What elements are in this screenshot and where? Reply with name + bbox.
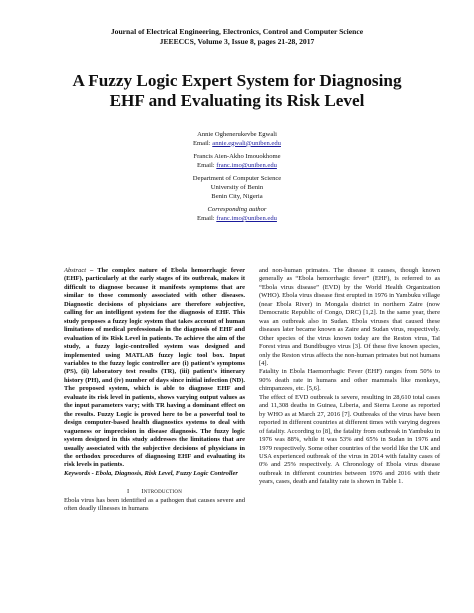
corresponding-author-label: Corresponding author	[207, 206, 267, 214]
left-column	[64, 267, 245, 514]
section-number: I	[126, 488, 130, 496]
section-title: Introduction	[141, 488, 183, 496]
email-label: Email:	[197, 214, 215, 222]
journal-issue: JEEECCS, Volume 3, Issue 8, pages 21-28, 2017	[159, 37, 315, 46]
right-column	[259, 267, 440, 487]
title-line-2: EHF and Evaluating its Risk Level	[109, 91, 365, 110]
keywords: Keywords - Ebola, Diagnosis, Risk Level, Fuzzy Logic Controller	[64, 469, 238, 477]
intro-paragraph: Ebola virus has been identified as a pathogen that causes severe and often deadly illnesses in humans	[64, 496, 245, 513]
email-label: Email:	[193, 139, 211, 147]
corresponding-email-link[interactable]: franc.imo@uniben.edu	[216, 214, 277, 222]
author-1-email-link[interactable]: annie.egwali@uniben.edu	[212, 139, 281, 147]
journal-header	[0, 27, 474, 47]
author-2-name: Francis Aien-Akho Imouokhome	[193, 153, 281, 161]
author-1-email-line	[0, 140, 474, 149]
paragraph: The effect of EVD outbreak is severe, resulting in 28,610 total cases and 11,308 deaths in Guinea, Liberia, and Sierra Leone as reported by WHO as at March 27, 2016 [7]. Outbreaks of the virus have been reported in different countries at different times with varying degrees of fatality. According to [8], the fatality from outbreak in Yambuku in 1976 was 88%, while it was 53% and 65% in Sudan in 1976 and 1979 respectively. Some other countries of the world like the UK and USA experienced outbreak of the virus in 2014 with fatality cases of 0% and 25% respectively. A Chronology of Ebola virus disease outbreak in different countries between 1976 and 2016 with their years, cases, death and fatality rate is shown in Table 1.	[259, 393, 440, 486]
department: Department of Computer Science	[192, 175, 282, 183]
author-block	[0, 131, 474, 223]
title-line-1: A Fuzzy Logic Expert System for Diagnosing	[72, 71, 402, 90]
university: University of Benin	[210, 183, 264, 191]
paper-title	[0, 71, 474, 111]
abstract-lead: Abstract	[64, 267, 87, 274]
section-heading	[64, 488, 245, 496]
author-2-email-link[interactable]: franc.imo@uniben.edu	[216, 161, 277, 169]
abstract-text: – The complex nature of Ebola hemorrhagic fever (EHF), particularly at the early stages of its outbreak, makes it difficult to diagnose because it manifests symptoms that are similar to those commonly associated with other diseases. Diagnostic decisions of physicians are therefore subjective, calling for an intelligent system for the diagnosis of EHF. This study proposes a fuzzy logic system that takes account of human limitations of medical professionals in the diagnosis of EHF and evaluation of its Risk Level in patients. To achieve the aim of the study, a fuzzy logic-controlled system was designed and implemented using MATLAB fuzzy logic tool box. Input variables to the fuzzy logic controller are (i) patient's symptoms (PS), (ii) laboratory test results (TR), (iii) patient's itinerary history (PH), and (iv) number of days since initial infection (ND). The proposed system, which is able to diagnose EHF and evaluate its risk level in patients, shows varying output values as the input parameters vary; with TR having a dominant effect on the results. Fuzzy Logic is proved here to be a powerful tool to design computer-based health diagnostics systems to deal with vagueness or imprecision in disease diagnosis. The fuzzy logic system designed in this study addresses the limitations that are usually associated with the subjective decisions of physicians in the orthodox procedures of diagnosing EHF and evaluating its risk levels in patients.	[64, 267, 245, 469]
paragraph: Fatality in Ebola Haemorrhagic Fever (EHF) ranges from 50% to 90% death rate in humans and other mammals like monkeys, chimpanzees, etc. [5,6].	[259, 368, 440, 393]
author-2-email-line	[0, 162, 474, 171]
author-1-name: Annie Oghenerukevbe Egwali	[197, 131, 277, 138]
email-label: Email:	[197, 161, 215, 169]
journal-name: Journal of Electrical Engineering, Electronics, Control and Computer Science	[110, 27, 364, 36]
paragraph: and non-human primates. The disease it causes, though known generally as “Ebola hemorrhagic fever” (EHF), is referred to as “Ebola virus disease” (EVD) by the World Health Organization (WHO). Ebola virus disease first erupted in 1976 in Yambuku village (near Ebola River) in Mongala district in northern Zaire (now Democratic Republic of Congo, DRC) [1,2]. In the same year, there was an outbreak also in Sudan. Ebola viruses that caused these diseases later became known as Zaire and Sudan virus, respectively. Other species of the virus known today are the Reston virus, Taï Forest virus and Bundibugyo virus [3]. Of these five known species, only the Reston virus affects the non-human primates but not humans [4].	[259, 267, 440, 367]
abstract	[64, 267, 245, 470]
corresponding-email-line	[0, 215, 474, 224]
city: Benin City, Nigeria	[211, 192, 263, 200]
